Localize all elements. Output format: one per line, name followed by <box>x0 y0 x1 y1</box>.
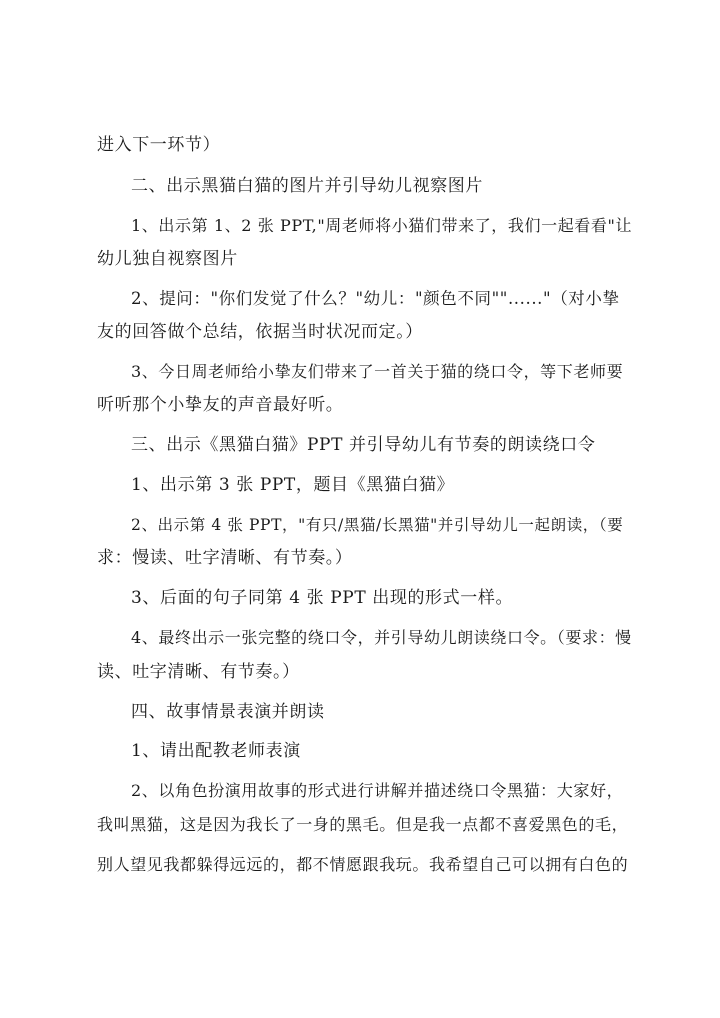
text-line: 求：慢读、吐字清晰、有节奏。） <box>97 548 353 568</box>
text-line: 进入下一环节） <box>97 135 221 155</box>
text-line: 幼儿独自视察图片 <box>97 249 238 269</box>
section-heading: 三、出示《黑猫白猫》PPT 并引导幼儿有节奏的朗读绕口令 <box>131 435 596 455</box>
text-line: 3、后面的句子同第 4 张 PPT 出现的形式一样。 <box>131 588 514 608</box>
text-line: 1、出示第 3 张 PPT，题目《黑猫白猫》 <box>131 475 455 495</box>
text-line: 我叫黑猫，这是因为我长了一身的黑毛。但是我一点都不喜爱黑色的毛， <box>97 815 629 834</box>
section-heading: 二、出示黑猫白猫的图片并引导幼儿视察图片 <box>131 176 483 196</box>
text-line: 读、吐字清晰、有节奏。） <box>97 662 300 682</box>
text-line: 听听那个小挚友的声音最好听。 <box>97 395 344 415</box>
text-line: 3、今日周老师给小挚友们带来了一首关于猫的绕口令，等下老师要 <box>131 362 624 381</box>
text-line: 别人望见我都躲得远远的，都不情愿跟我玩。我希望自己可以拥有白色的 <box>97 855 629 874</box>
text-line: 4、最终出示一张完整的绕口令，并引导幼儿朗读绕口令。（要求：慢 <box>131 628 632 647</box>
text-line: 1、出示第 1、2 张 PPT,"周老师将小猫们带来了，我们一起看看"让 <box>131 216 633 235</box>
text-line: 友的回答做个总结，依据当时状况而定。） <box>97 322 423 342</box>
text-line: 1、请出配教老师表演 <box>131 741 301 761</box>
text-line: 2、以角色扮演用故事的形式进行讲解并描述绕口令黑猫：大家好， <box>131 781 624 800</box>
section-heading: 四、故事情景表演并朗读 <box>131 702 325 722</box>
text-line: 2、出示第 4 张 PPT，"有只/黑猫/长黑猫"并引导幼儿一起朗读，（要 <box>131 516 624 534</box>
text-line: 2、提问："你们发觉了什么？"幼儿："颜色不同""......"（对小挚 <box>131 289 620 308</box>
